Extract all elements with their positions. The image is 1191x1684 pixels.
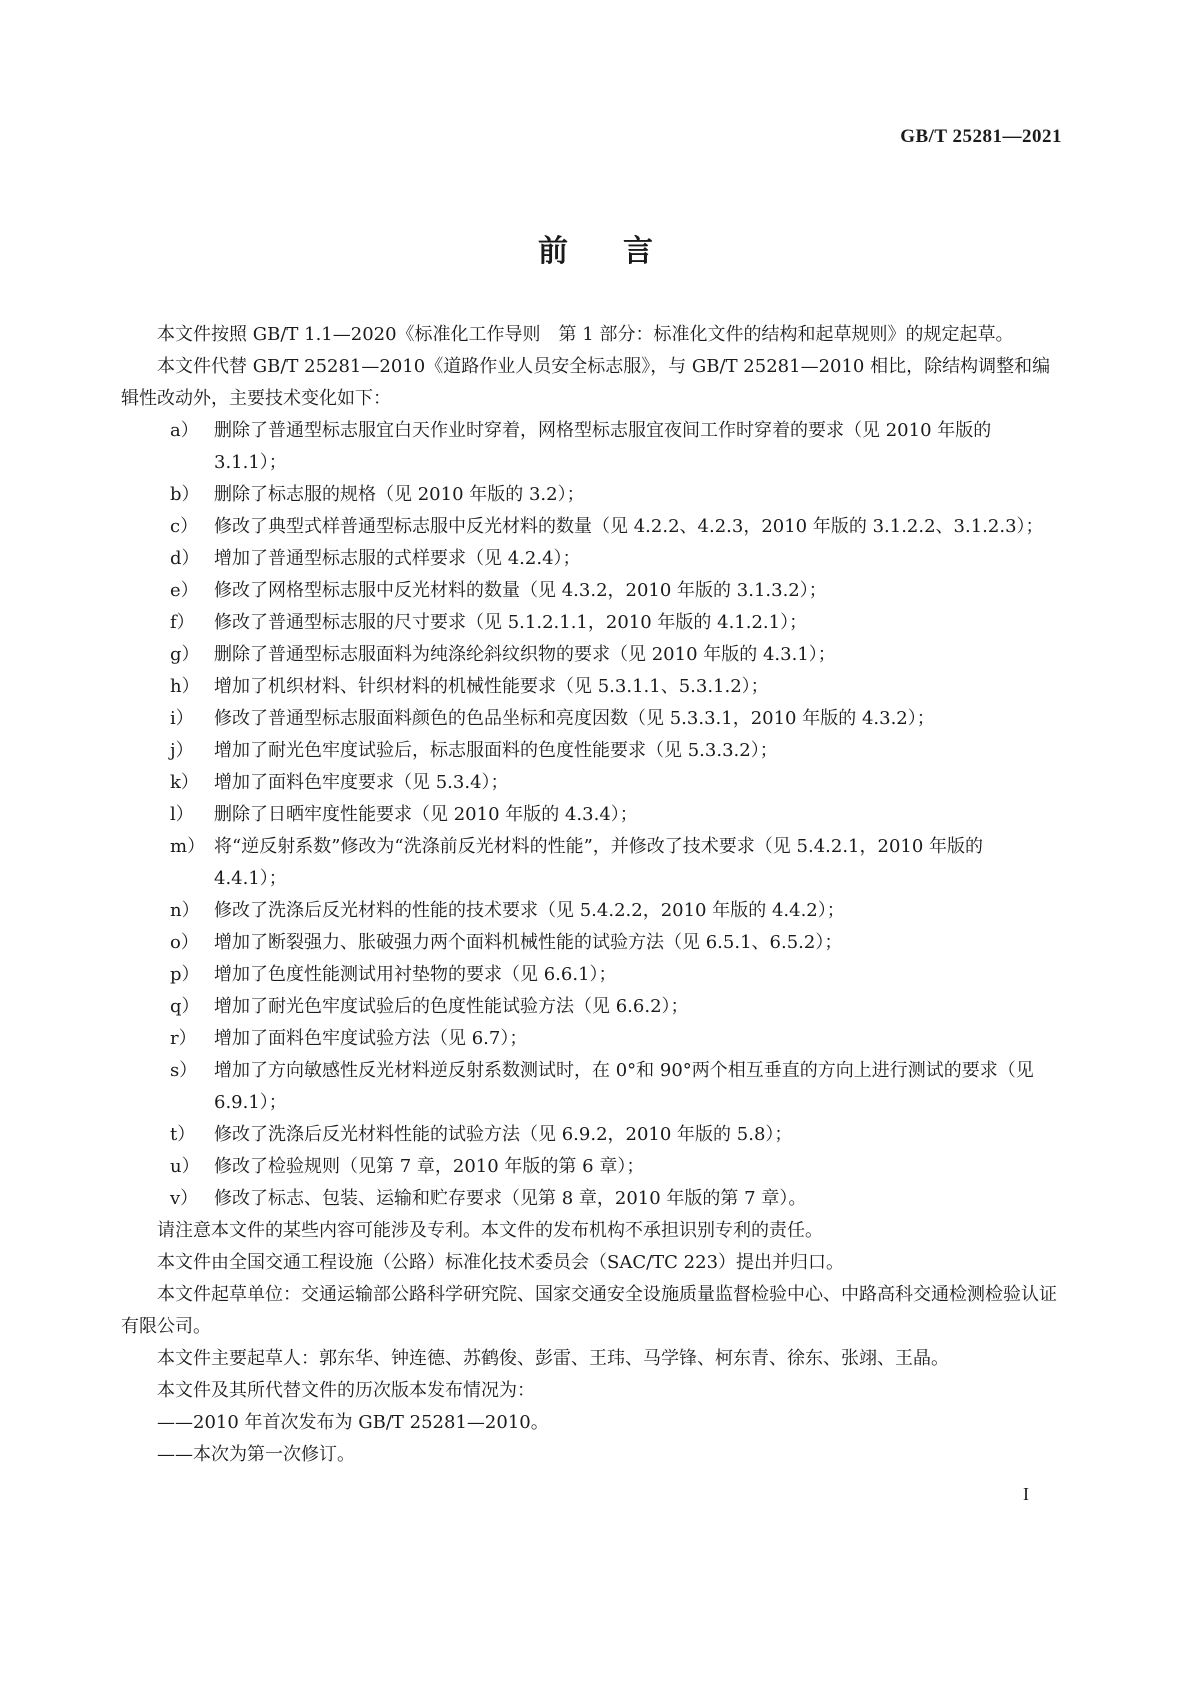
list-marker: c）	[170, 516, 199, 537]
list-item	[121, 1055, 1058, 1119]
list-item	[121, 703, 1058, 735]
list-item	[121, 991, 1058, 1023]
list-item-text: 将“逆反射系数”修改为“洗涤前反光材料的性能”，并修改了技术要求（见 5.4.2.1，2010 年版的 4.4.1）；	[214, 836, 984, 889]
body-paragraph: 本文件及其所代替文件的历次版本发布情况为：	[157, 1380, 535, 1401]
list-marker: n）	[170, 900, 200, 921]
list-item	[121, 1183, 1058, 1215]
change-list	[121, 415, 1058, 1215]
list-item	[121, 735, 1058, 767]
list-item-text: 修改了洗涤后反光材料性能的试验方法（见 6.9.2，2010 年版的 5.8）；	[214, 1124, 793, 1145]
list-item-text: 增加了断裂强力、胀破强力两个面料机械性能的试验方法（见 6.5.1、6.5.2）；	[214, 932, 843, 953]
list-marker: e）	[170, 580, 199, 601]
list-item	[121, 575, 1058, 607]
list-marker: m）	[170, 836, 206, 857]
list-item-text: 删除了普通型标志服面料为纯涤纶斜纹织物的要求（见 2010 年版的 4.3.1）；	[214, 644, 836, 665]
list-item	[121, 479, 1058, 511]
list-item	[121, 607, 1058, 639]
list-item-text: 删除了标志服的规格（见 2010 年版的 3.2）；	[214, 484, 585, 505]
history-item: ——本次为第一次修订。	[157, 1444, 355, 1465]
list-item	[121, 927, 1058, 959]
list-item-text: 修改了普通型标志服的尺寸要求（见 5.1.2.1.1，2010 年版的 4.1.2.1）；	[214, 612, 808, 633]
list-marker: a）	[170, 420, 199, 441]
list-item-text: 删除了普通型标志服宜白天作业时穿着，网格型标志服宜夜间工作时穿着的要求（见 2010 年版的 3.1.1）；	[214, 420, 992, 473]
list-item-text: 增加了方向敏感性反光材料逆反射系数测试时，在 0°和 90°两个相互垂直的方向上进行测试的要求（见 6.9.1）；	[214, 1060, 1034, 1113]
list-item-text: 增加了色度性能测试用衬垫物的要求（见 6.6.1）；	[214, 964, 617, 985]
list-marker: k）	[170, 772, 199, 793]
intro-paragraph: 本文件代替 GB/T 25281—2010《道路作业人员安全标志服》，与 GB/T 25281—2010 相比，除结构调整和编辑性改动外，主要技术变化如下：	[121, 356, 1051, 409]
list-item-text: 删除了日晒牢度性能要求（见 2010 年版的 4.3.4）；	[214, 804, 638, 825]
list-marker: b）	[170, 484, 200, 505]
list-marker: t）	[170, 1124, 196, 1145]
list-marker: o）	[170, 932, 199, 953]
body-paragraph: 请注意本文件的某些内容可能涉及专利。本文件的发布机构不承担识别专利的责任。	[157, 1220, 823, 1241]
list-item	[121, 895, 1058, 927]
list-marker: v）	[170, 1188, 199, 1209]
list-marker: h）	[170, 676, 200, 697]
list-marker: f）	[170, 612, 195, 633]
list-item-text: 增加了面料色牢度要求（见 5.3.4）；	[214, 772, 509, 793]
list-marker: p）	[170, 964, 200, 985]
list-item	[121, 959, 1058, 991]
standard-code: GB/T 25281—2021	[900, 126, 1062, 147]
intro-paragraph: 本文件按照 GB/T 1.1—2020《标准化工作导则 第 1 部分：标准化文件的结构和起草规则》的规定起草。	[157, 324, 1014, 345]
list-item	[121, 1119, 1058, 1151]
list-marker: d）	[170, 548, 200, 569]
list-item-text: 增加了机织材料、针织材料的机械性能要求（见 5.3.1.1、5.3.1.2）；	[214, 676, 769, 697]
list-marker: u）	[170, 1156, 200, 1177]
list-marker: g）	[170, 644, 200, 665]
list-marker: s）	[170, 1060, 198, 1081]
body-paragraph: 本文件主要起草人：郭东华、钟连德、苏鹤俊、彭雷、王玮、马学锋、柯东青、徐东、张翊、王晶。	[157, 1348, 949, 1369]
page-number: I	[1023, 1484, 1029, 1504]
list-item-text: 修改了典型式样普通型标志服中反光材料的数量（见 4.2.2、4.2.3，2010 年版的 3.1.2.2、3.1.2.3）；	[214, 516, 1044, 537]
list-item	[121, 511, 1058, 543]
list-marker: q）	[170, 996, 200, 1017]
foreword-body	[121, 319, 1058, 1471]
list-item	[121, 767, 1058, 799]
list-marker: i）	[170, 708, 194, 729]
list-item-text: 增加了普通型标志服的式样要求（见 4.2.4）；	[214, 548, 581, 569]
list-item	[121, 415, 1058, 479]
body-paragraph: 本文件由全国交通工程设施（公路）标准化技术委员会（SAC/TC 223）提出并归口。	[157, 1252, 845, 1273]
body-paragraph: 本文件起草单位：交通运输部公路科学研究院、国家交通安全设施质量监督检验中心、中路高科交通检测检验认证有限公司。	[121, 1284, 1057, 1337]
page-title: 前言	[538, 234, 708, 269]
list-item-text: 修改了标志、包装、运输和贮存要求（见第 8 章，2010 年版的第 7 章）。	[214, 1188, 807, 1209]
list-item	[121, 543, 1058, 575]
list-marker: l）	[170, 804, 194, 825]
list-item-text: 增加了耐光色牢度试验后，标志服面料的色度性能要求（见 5.3.3.2）；	[214, 740, 778, 761]
list-item-text: 修改了普通型标志服面料颜色的色品坐标和亮度因数（见 5.3.3.1，2010 年版的 4.3.2）；	[214, 708, 935, 729]
list-item	[121, 831, 1058, 895]
list-item-text: 修改了网格型标志服中反光材料的数量（见 4.3.2，2010 年版的 3.1.3.2）；	[214, 580, 827, 601]
list-item	[121, 799, 1058, 831]
list-item-text: 修改了检验规则（见第 7 章，2010 年版的第 6 章）；	[214, 1156, 645, 1177]
list-item-text: 增加了耐光色牢度试验后的色度性能试验方法（见 6.6.2）；	[214, 996, 689, 1017]
list-marker: j）	[170, 740, 194, 761]
list-item	[121, 1151, 1058, 1183]
list-item-text: 修改了洗涤后反光材料的性能的技术要求（见 5.4.2.2，2010 年版的 4.4.2）；	[214, 900, 845, 921]
history-item: ——2010 年首次发布为 GB/T 25281—2010。	[157, 1412, 549, 1433]
list-item-text: 增加了面料色牢度试验方法（见 6.7）；	[214, 1028, 528, 1049]
list-item	[121, 1023, 1058, 1055]
list-item	[121, 639, 1058, 671]
list-item	[121, 671, 1058, 703]
list-marker: r）	[170, 1028, 197, 1049]
